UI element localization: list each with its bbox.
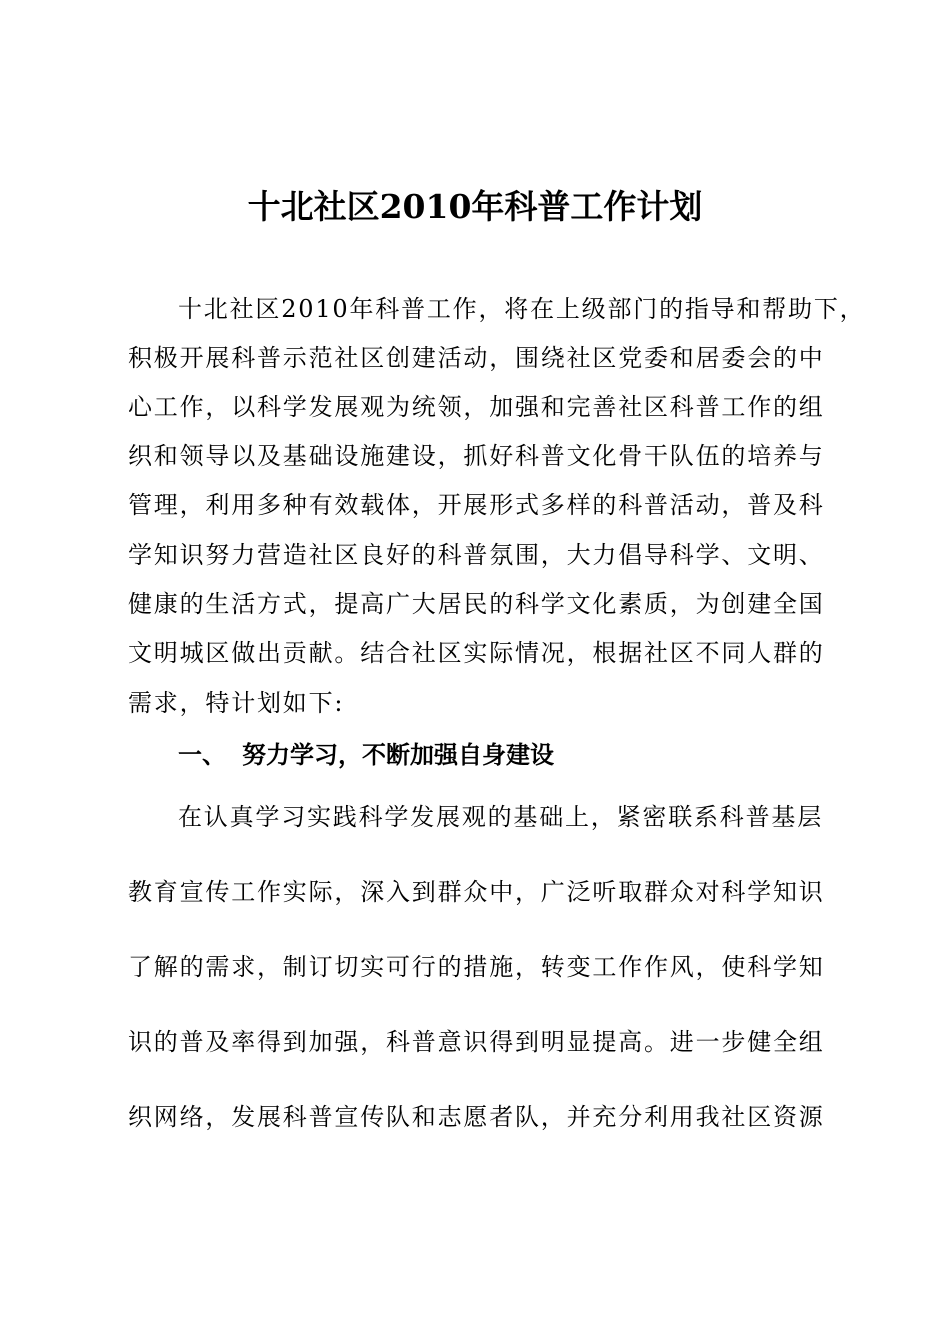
intro-line: 健康的生活方式，提高广大居民的科学文化素质，为创建全国 bbox=[128, 590, 825, 618]
section-line: 了解的需求，制订切实可行的措施，转变工作作风，使科学知 bbox=[128, 953, 825, 981]
intro-line: 需求，特计划如下: bbox=[128, 689, 345, 717]
section-heading-text: 努力学习，不断加强自身建设 bbox=[242, 741, 554, 769]
document-title: 十北社区2010年科普工作计划 bbox=[247, 187, 703, 226]
section-line: 识的普及率得到加强，科普意识得到明显提高。进一步健全组 bbox=[128, 1028, 825, 1056]
intro-line: 管理，利用多种有效载体，开展形式多样的科普活动，普及科 bbox=[128, 491, 825, 519]
section-line: 教育宣传工作实际，深入到群众中，广泛听取群众对科学知识 bbox=[128, 878, 825, 906]
intro-line: 积极开展科普示范社区创建活动，围绕社区党委和居委会的中 bbox=[128, 344, 825, 372]
section-number: 一、 bbox=[178, 741, 226, 769]
intro-line: 织和领导以及基础设施建设，抓好科普文化骨干队伍的培养与 bbox=[128, 442, 825, 470]
section-line: 织网络，发展科普宣传队和志愿者队，并充分利用我社区资源 bbox=[128, 1103, 825, 1131]
section-heading bbox=[178, 737, 554, 773]
intro-line: 心工作，以科学发展观为统领，加强和完善社区科普工作的组 bbox=[128, 393, 825, 421]
section-line: 在认真学习实践科学发展观的基础上，紧密联系科普基层 bbox=[178, 803, 823, 831]
intro-line: 十北社区2010年科普工作，将在上级部门的指导和帮助下， bbox=[178, 295, 866, 323]
intro-line: 文明城区做出贡献。结合社区实际情况，根据社区不同人群的 bbox=[128, 639, 825, 667]
intro-line: 学知识努力营造社区良好的科普氛围，大力倡导科学、文明、 bbox=[128, 541, 825, 569]
